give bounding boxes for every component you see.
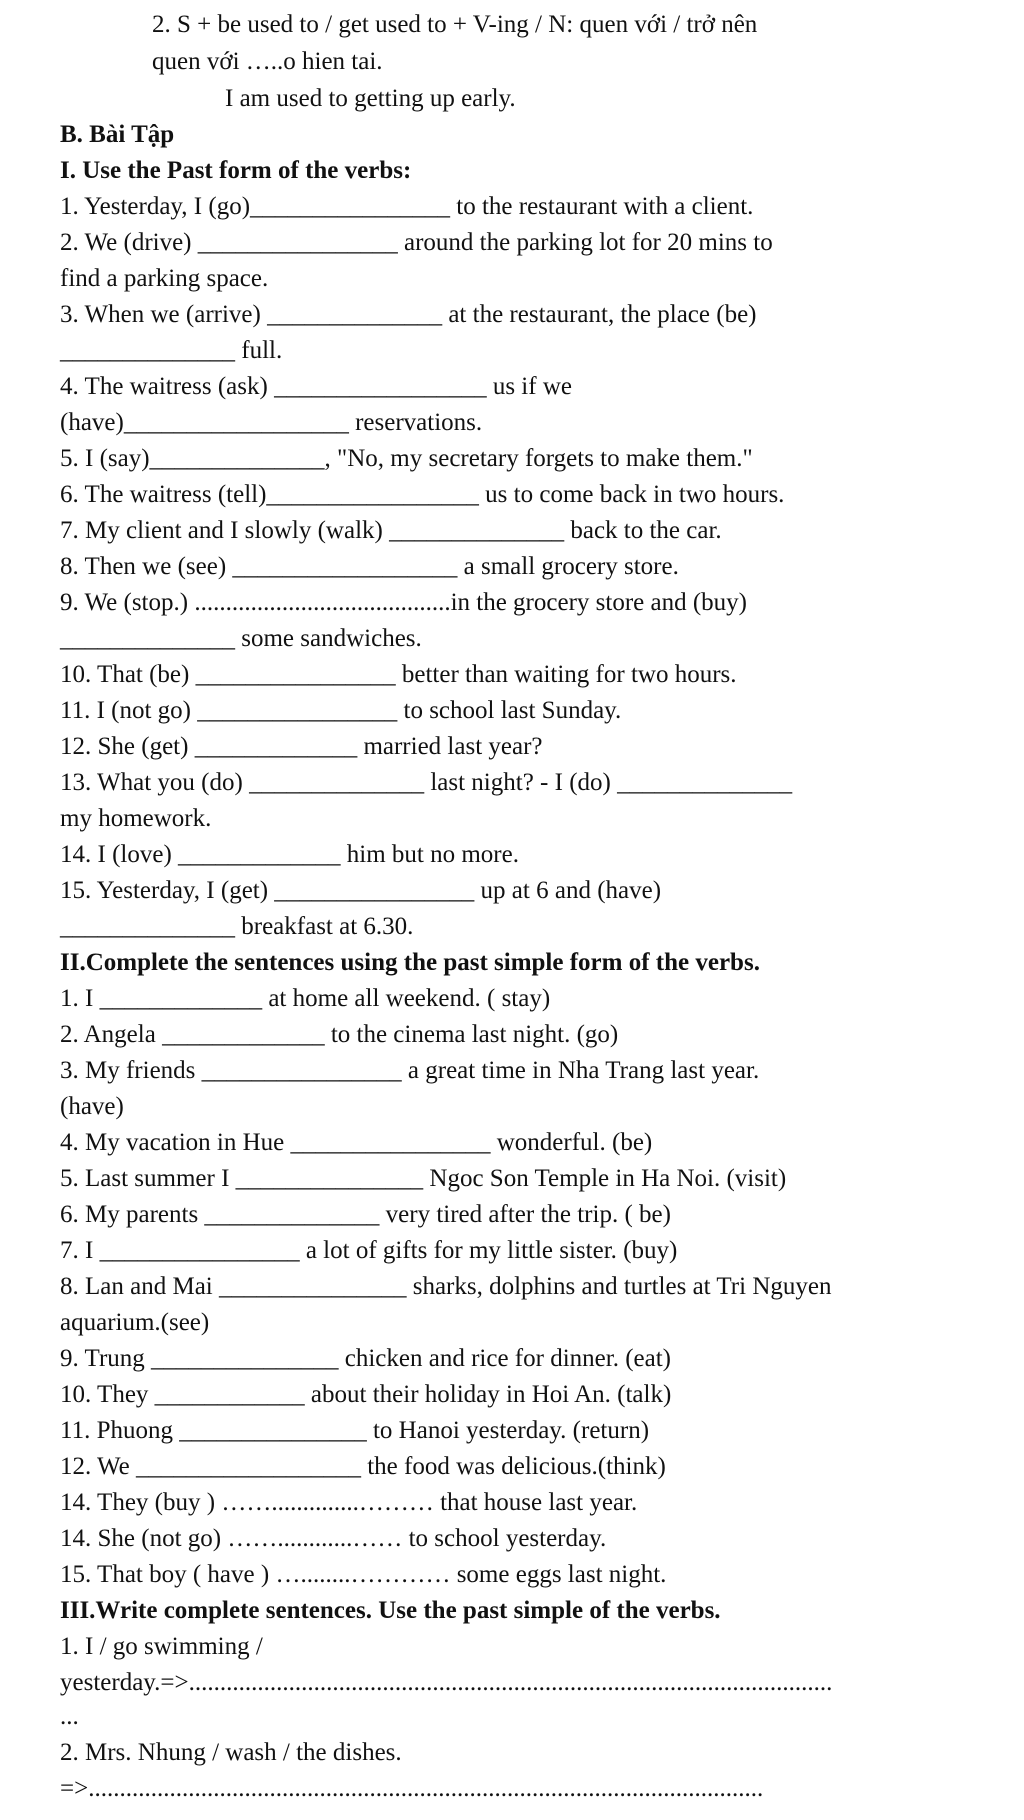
- p2-q13: 14. They (buy ) ……..............……… that house last year.: [60, 1489, 638, 1516]
- p3-q1-ellipsis: ...: [60, 1703, 79, 1730]
- p2-q14: 14. She (not go) ……............…… to school yesterday.: [60, 1525, 607, 1552]
- p3-q1-line1: 1. I / go swimming /: [60, 1633, 263, 1660]
- p2-q9: 9. Trung _______________ chicken and rice for dinner. (eat): [60, 1345, 671, 1372]
- p2-q3-line2: (have): [60, 1093, 124, 1120]
- p3-q1-answer-line: yesterday.=>.......................................................................................................: [60, 1669, 833, 1696]
- p1-q4-line2: (have)__________________ reservations.: [60, 409, 483, 436]
- p2-q7: 7. I ________________ a lot of gifts for my little sister. (buy): [60, 1237, 678, 1264]
- p2-q12: 12. We __________________ the food was delicious.(think): [60, 1453, 666, 1480]
- p2-q6: 6. My parents ______________ very tired after the trip. ( be): [60, 1201, 671, 1228]
- p1-q9-line2: ______________ some sandwiches.: [60, 625, 422, 652]
- part-3-heading: III.Write complete sentences. Use the past simple of the verbs.: [60, 1597, 721, 1624]
- p2-q10: 10. They ____________ about their holiday in Hoi An. (talk): [60, 1381, 672, 1408]
- p3-q2-line1: 2. Mrs. Nhung / wash / the dishes.: [60, 1739, 402, 1766]
- section-b-heading: B. Bài Tập: [60, 121, 175, 148]
- theory-line-2: quen với …..o hien tai.: [152, 48, 383, 75]
- p1-q9-line1: 9. We (stop.) .........................................in the grocery store and (buy): [60, 589, 747, 616]
- p1-q12: 12. She (get) _____________ married last year?: [60, 733, 543, 760]
- p1-q7: 7. My client and I slowly (walk) ______________ back to the car.: [60, 517, 722, 544]
- p1-q2-line1: 2. We (drive) ________________ around the parking lot for 20 mins to: [60, 229, 773, 256]
- part-1-heading: I. Use the Past form of the verbs:: [60, 157, 412, 184]
- theory-line-1: 2. S + be used to / get used to + V-ing / N: quen với / trở nên: [152, 11, 758, 38]
- p2-q5: 5. Last summer I _______________ Ngoc Son Temple in Ha Noi. (visit): [60, 1165, 787, 1192]
- p2-q1: 1. I _____________ at home all weekend. ( stay): [60, 985, 551, 1012]
- p1-q15-line2: ______________ breakfast at 6.30.: [60, 913, 414, 940]
- p2-q8-line2: aquarium.(see): [60, 1309, 210, 1336]
- p2-q15: 15. That boy ( have ) …........………… some eggs last night.: [60, 1561, 667, 1588]
- p2-q4: 4. My vacation in Hue ________________ wonderful. (be): [60, 1129, 653, 1156]
- p1-q10: 10. That (be) ________________ better than waiting for two hours.: [60, 661, 737, 688]
- p3-q2-answer-line: =>............................................................................................................: [60, 1775, 764, 1802]
- p1-q2-line2: find a parking space.: [60, 265, 269, 292]
- p1-q8: 8. Then we (see) __________________ a small grocery store.: [60, 553, 679, 580]
- p1-q15-line1: 15. Yesterday, I (get) ________________ up at 6 and (have): [60, 877, 662, 904]
- theory-example: I am used to getting up early.: [225, 85, 516, 112]
- p1-q5: 5. I (say)______________, "No, my secretary forgets to make them.": [60, 445, 753, 472]
- part-2-heading: II.Complete the sentences using the past simple form of the verbs.: [60, 949, 760, 976]
- p1-q6: 6. The waitress (tell)_________________ us to come back in two hours.: [60, 481, 785, 508]
- p1-q13-line1: 13. What you (do) ______________ last night? - I (do) ______________: [60, 769, 793, 796]
- p1-q3-line1: 3. When we (arrive) ______________ at the restaurant, the place (be): [60, 301, 757, 328]
- p1-q1: 1. Yesterday, I (go)________________ to the restaurant with a client.: [60, 193, 754, 220]
- p2-q2: 2. Angela _____________ to the cinema last night. (go): [60, 1021, 619, 1048]
- p1-q14: 14. I (love) _____________ him but no more.: [60, 841, 519, 868]
- p2-q3-line1: 3. My friends ________________ a great time in Nha Trang last year.: [60, 1057, 760, 1084]
- p1-q11: 11. I (not go) ________________ to school last Sunday.: [60, 697, 622, 724]
- p2-q11: 11. Phuong _______________ to Hanoi yesterday. (return): [60, 1417, 650, 1444]
- p1-q13-line2: my homework.: [60, 805, 212, 832]
- p1-q3-line2: ______________ full.: [60, 337, 283, 364]
- p1-q4-line1: 4. The waitress (ask) _________________ us if we: [60, 373, 572, 400]
- p2-q8-line1: 8. Lan and Mai _______________ sharks, dolphins and turtles at Tri Nguyen: [60, 1273, 832, 1300]
